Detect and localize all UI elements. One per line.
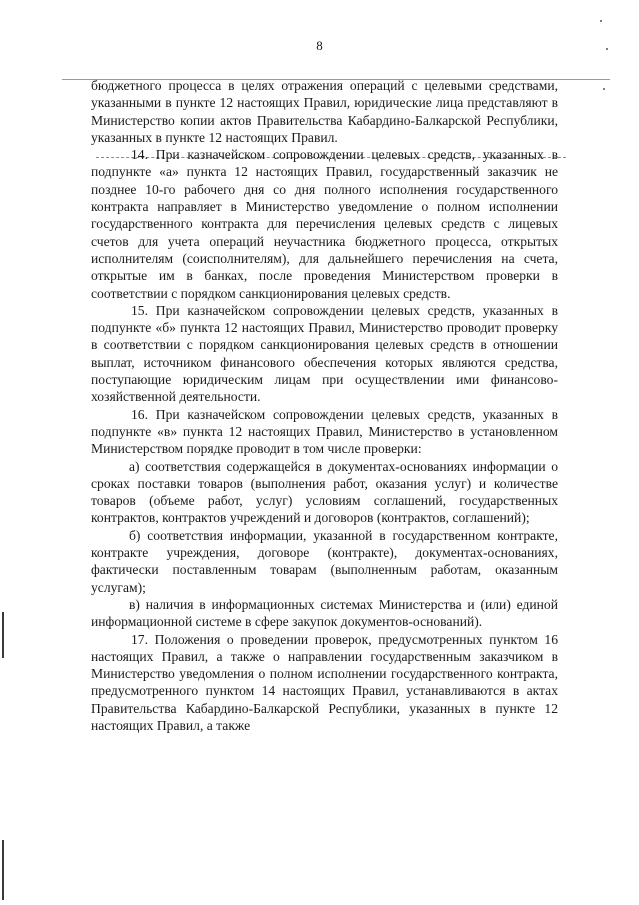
scan-edge-mark-left-2 — [2, 840, 4, 900]
paragraph-item-16: 16. При казначейском сопровождении целевых средств, указанных в подпункте «в» пункта 12 настоящих Правил, Министерство в установленном Министерством порядке проводит в том числе проверки: — [91, 406, 558, 457]
paragraph-item-14: 14. При казначейском сопровождении целевых средств, указанных в подпункте «а» пункта 12 настоящих Правил, государственный заказчик не позднее 10-го рабочего дня со дня полного исполнения государственного контракта направляет в Министерство уведомление о полном исполнении государственного контракта для перечисления целевых средств с лицевых счетов для учета операций неучастника бюджетного процесса, открытых исполнителям (соисполнителям), для дальнейшего перечисления на счета, открытые им в банках, после проведения Министерством проверки в соответствии с порядком санкционирования целевых средств. — [91, 147, 558, 301]
paragraph-item-16-v: в) наличия в информационных системах Министерства и (или) единой информационной системе в сфере закупок документов-оснований). — [91, 596, 558, 630]
paragraph-continuation: бюджетного процесса в целях отражения операций с целевыми средствами, указанными в пункте 12 настоящих Правил, юридические лица представляют в Министерство копии актов Правительства Кабардино-Балкарской Республики, указанных в пункте 12 настоящих Правил. — [91, 78, 558, 145]
paragraph-item-16-b: б) соответствия информации, указанной в государственном контракте, контракте учреждения, договоре (контракте), документах-основаниях, фактически поставленным товарам (выполненным работам, оказанным услугам); — [91, 527, 558, 595]
paragraph-item-16-a: а) соответствия содержащейся в документах-основаниях информации о сроках поставки товаров (выполнения работ, оказания услуг) и количестве товаров (объеме работ, услуг) условиям соглашений, государственных контрактов, контрактов учреждений и договоров (контрактов, соглашений); — [91, 458, 558, 526]
paragraph-item-15: 15. При казначейском сопровождении целевых средств, указанных в подпункте «б» пункта 12 настоящих Правил, Министерство проводит проверку в соответствии с порядком санкционирования целевых средств в отношении выплат, источником финансового обеспечения которых являются средства, поступающие юридическим лицам при осуществлении ими финансово-хозяйственной деятельности. — [91, 302, 558, 405]
document-body — [91, 77, 558, 734]
page-number: 8 — [316, 38, 323, 53]
scan-speck-3 — [603, 88, 605, 90]
scan-speck-2 — [606, 48, 608, 50]
scan-edge-mark-left-1 — [2, 612, 4, 658]
paragraph-item-17: 17. Положения о проведении проверок, предусмотренных пунктом 16 настоящих Правил, а также о направлении государственным заказчиком в Министерство уведомления о полном исполнении государственного контракта, предусмотренного пунктом 14 настоящих Правил, устанавливаются в актах Правительства Кабардино-Балкарской Республики, указанных в пункте 12 настоящих Правил, а также — [91, 631, 558, 733]
scan-speck-1 — [600, 20, 602, 22]
